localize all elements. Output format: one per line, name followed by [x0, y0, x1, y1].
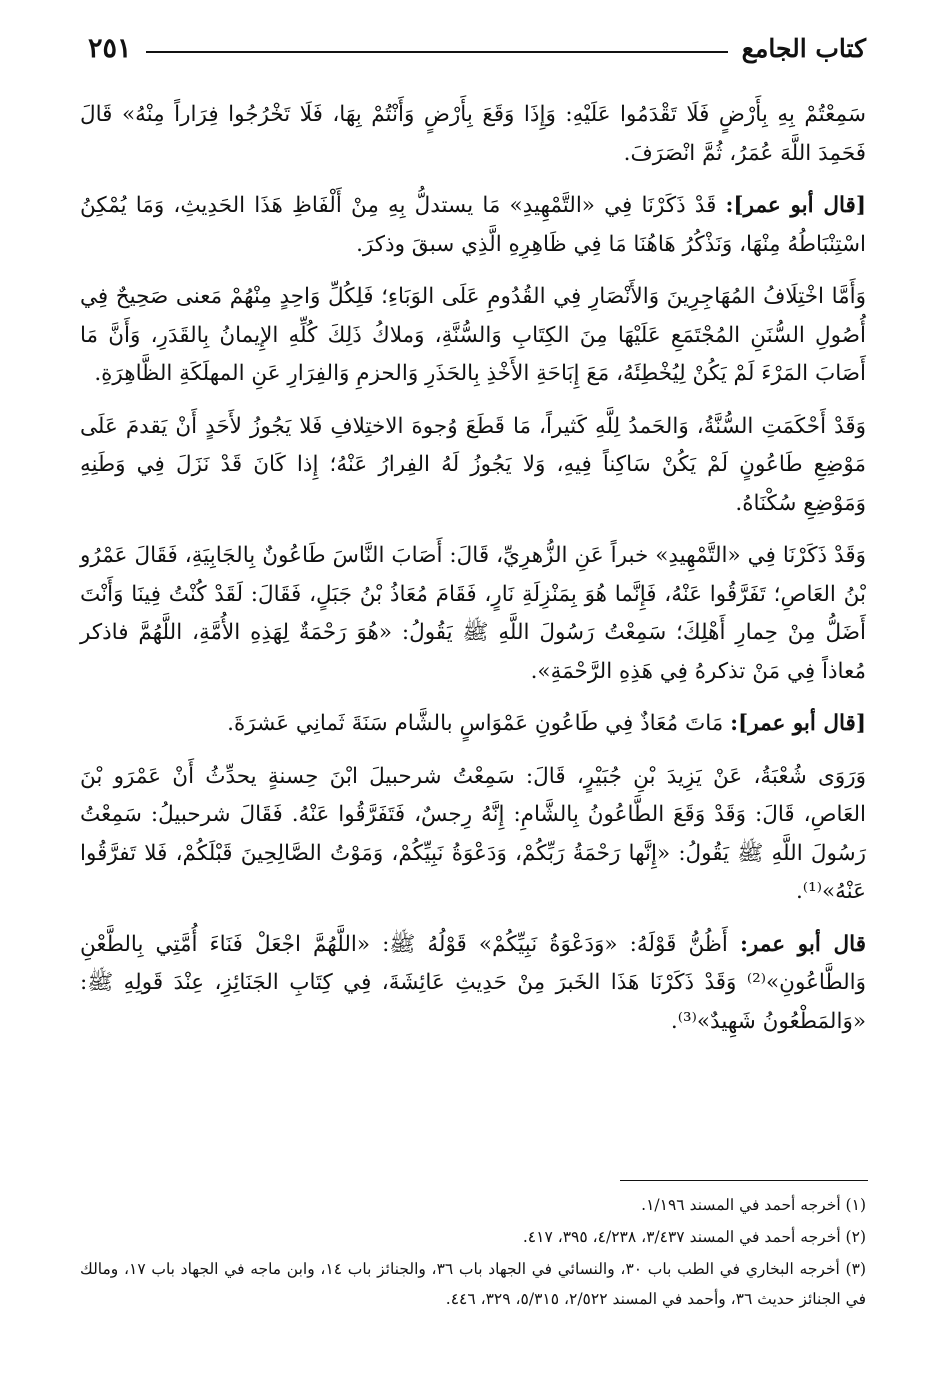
running-title: كتاب الجامع [741, 33, 866, 63]
paragraph-text: أَظُنُّ قَوْلَهُ: «وَدَعْوَةُ نَبِيِّكُمْ» قَوْلُهُ ﷺ: «اللَّهُمَّ اجْعَلْ فَنَاءَ أُمَّتِي بِالطَّعْنِ وَالطَّاعُونِ»⁽²⁾ وَقَدْ ذَكَرْنَا هَذَا الخَبرَ مِنْ حَدِيثِ عَائِشَةَ، فِي كِتَابِ الجَنَائِزِ، عِنْدَ قَولِهِ ﷺ: «وَالمَطْعُونُ شَهِيدٌ»⁽³⁾. [80, 931, 866, 1034]
paragraph-lead: [قال أبو عمر]: [725, 193, 866, 218]
paragraph-text: وَقَدْ ذَكَرْنَا فِي «التَّمْهِيدِ» خبراً عَنِ الزُّهرِيِّ، قَالَ: أَصَابَ النَّاسَ طَاعُونٌ بِالجَابِيَةِ، فَقَالَ عَمْرُو بْنُ العَاصِ؛ تَفَرَّقُوا عَنْهُ، فَإِنَّما هُوَ بِمَنْزِلَةِ نَارٍ، فَقَامَ مُعَاذُ بْنُ جَبَلٍ، فَقَالَ: لَقَدْ كُنْتُ فِينَا وَأَنْتَ أَضَلُّ مِنْ حِمارِ أَهْلِكَ؛ سَمِعْتُ رَسُولَ اللَّهِ ﷺ يَقُولُ: «هُوَ رَحْمَةٌ لِهَذِهِ الأُمَّةِ، اللَّهُمَّ فاذكر مُعاذاً فِي مَنْ تذكرهُ فِي هَذِهِ الرَّحْمَةِ». [80, 543, 866, 684]
paragraph-text: مَاتَ مُعَاذٌ فِي طَاعُونِ عَمْوَاسٍ بالشَّام سَنَةَ ثَمانِي عَشرَةَ. [227, 711, 731, 736]
body-text [80, 96, 866, 1055]
paragraph [80, 758, 866, 912]
paragraph-text: وَأَمَّا اخْتِلَافُ المُهَاجِرِينَ وَالأَنْصَارِ فِي القُدُومِ عَلَى الوَبَاءِ؛ فَلِكُلِّ وَاحِدٍ مِنْهُمْ مَعنى صَحِيحٌ فِي أُصُولِ السُّنَنِ المُجْتَمَعِ عَلَيْهَا مِنَ الكِتَابِ وَالسُّنَّةِ، وَملاكُ ذَلِكَ كُلِّهِ الإِيمانُ بِالقَدَرِ، وَأَنَّ مَا أَصَابَ المَرْءَ لَمْ يَكُنْ لِيُخْطِئَهُ، مَعَ إِبَاحَةِ الأَخْذِ بِالحَذَرِ وَالحزمِ وَالفِرَارِ عَنِ المهلَكَةِ الظَّاهِرَةِ. [80, 284, 866, 386]
paragraph-text: قَدْ ذَكَرْنَا فِي «التَّمْهِيدِ» مَا يستدلُّ بِهِ مِنْ أَلْفَاظِ هَذَا الحَدِيثِ، وَمَا يُمْكِنُ اسْتِنْبَاطُهُ مِنْهَا، وَنَذْكُرُ هَاهُنَا مَا فِي ظَاهِرِهِ الَّذِي سبقَ وذكرَ. [80, 193, 866, 257]
footnote-separator [620, 1180, 868, 1181]
footnotes [80, 1190, 866, 1316]
paragraph [80, 926, 866, 1042]
paragraph [80, 96, 866, 173]
paragraph [80, 408, 866, 524]
paragraph-text: وَقَدْ أَحْكَمَتِ السُّنَّةُ، وَالحَمدُ لِلَّهِ كَثيراً، مَا قَطَعَ وُجوهَ الاختِلافِ فَلا يَجُوزُ لأَحَدٍ أَنْ يَقدمَ عَلَى مَوْضِعِ طَاعُونٍ لَمْ يَكُنْ سَاكِناً فِيهِ، وَلا يَجُوزُ لَهُ الفِرارُ عَنْهُ؛ إِذا كَانَ قَدْ نَزَلَ فِي وَطَنِهِ وَمَوْضِعِ سُكْنَاهُ. [80, 413, 866, 516]
paragraph [80, 705, 866, 744]
paragraph [80, 278, 866, 394]
footnote: (١) أخرجه أحمد في المسند ١/١٩٦. [641, 1196, 866, 1214]
paragraph [80, 537, 866, 691]
paragraph-lead: قال أبو عمر: [739, 931, 866, 957]
footnote: (٢) أخرجه أحمد في المسند ٣/٤٣٧، ٤/٢٣٨، ٣٩٥، ٤١٧. [522, 1228, 866, 1246]
page-header [88, 28, 866, 68]
header-rule [146, 51, 728, 53]
paragraph [80, 187, 866, 264]
paragraph-text: سَمِعْتُمْ بِهِ بِأَرْضٍ فَلَا تَقْدَمُوا عَلَيْهِ: وَإِذَا وَقَعَ بِأَرْضٍ وَأَنْتُمْ بِهَا، فَلَا تَخْرُجُوا فِرَاراً مِنْهُ» قَالَ فَحَمِدَ اللَّهَ عُمَرُ، ثُمَّ انْصَرَفَ. [80, 102, 866, 166]
paragraph-lead: [قال أبو عمر]: [730, 711, 866, 736]
paragraph-text: وَرَوَى شُعْبَةُ، عَنْ يَزِيدَ بْنِ جُبَيْرٍ، قَالَ: سَمِعْتُ شرحبيلَ ابْنَ حِسنةٍ يحدِّثُ أَنْ عَمْرَو بْنَ العَاصِ، قَالَ: وَقَدْ وَقَعَ الطَّاعُونُ بِالشَّامِ: إِنَّهُ رِجسٌ، فَتَفَرَّقُوا عَنْهُ. فَقَالَ شرحبيلُ: سَمِعْتُ رَسُولَ اللَّهِ ﷺ يَقُولُ: «إِنَّها رَحْمَةُ رَبِّكُمْ، وَدَعْوَةُ نَبِيِّكُمْ، وَمَوْتُ الصَّالِحِينَ قَبْلَكُمْ، فَلا تَفرَّقُوا عَنْهُ»⁽¹⁾. [80, 763, 866, 904]
footnote: (٣) أخرجه البخاري في الطب باب ٣٠، والنسائي في الجهاد باب ٣٦، والجنائز باب ١٤، وابن ماجه في الجهاد باب ١٧، ومالك في الجنائز حديث ٣٦، وأحمد في المسند ٢/٥٢٢، ٥/٣١٥، ٣٢٩، ٤٤٦. [80, 1260, 866, 1308]
page-number: ٢٥١ [88, 32, 132, 64]
